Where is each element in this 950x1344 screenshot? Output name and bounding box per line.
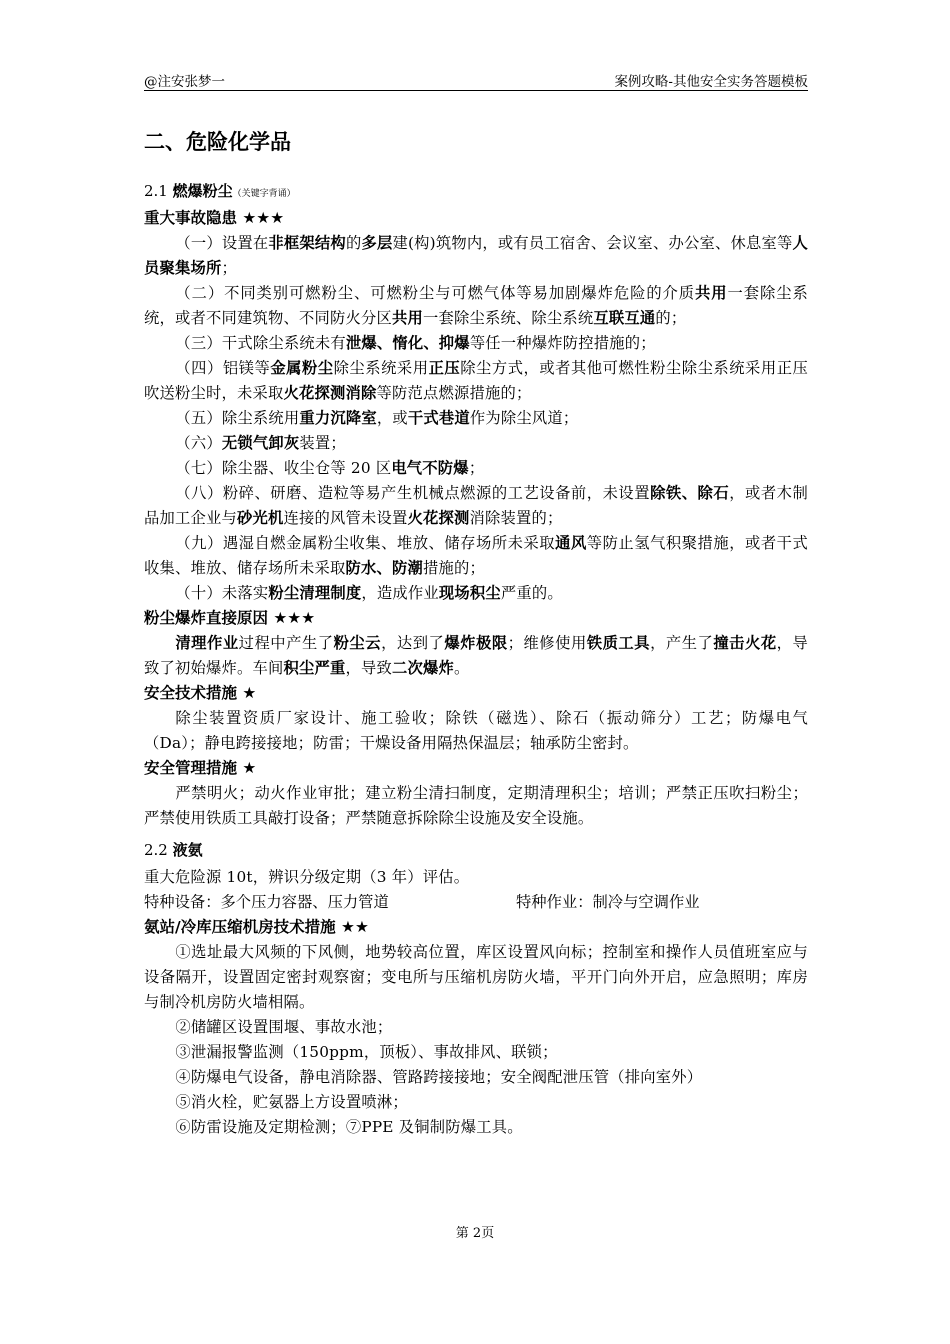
text-segment: （十）未落实	[175, 584, 269, 602]
text-segment: ，造成作业	[361, 584, 439, 602]
keyword-bold: 砂光机	[236, 509, 284, 527]
ammonia-measure: ①选址最大风频的下风侧，地势较高位置，库区设置风向标；控制室和操作人员值班室应与设备隔开，设置固定密封观察窗；变电所与压缩机房防火墙，平开门向外开启，应急照明；库房与制冷机房防火墙相隔。	[144, 943, 808, 1011]
mgmt-measures-heading: 安全管理措施 ★	[144, 759, 257, 777]
keyword-bold: 清理作业	[175, 634, 239, 652]
subsection-number: 2.1	[144, 182, 168, 200]
section-title: 二、危险化学品	[144, 130, 291, 154]
keyword-bold: 二次爆炸	[391, 659, 454, 677]
text-segment: 的；	[655, 309, 687, 327]
major-hazard-list	[144, 231, 808, 606]
subsection-2-1-heading	[144, 176, 808, 206]
ammonia-measure: ③泄漏报警监测（150ppm，顶板）、事故排风、联锁；	[175, 1043, 558, 1061]
text-segment: ，导致	[345, 659, 392, 677]
keyword-bold: 非框架结构	[268, 234, 346, 252]
text-segment: 连接的风管未设置	[283, 509, 408, 527]
keyword-bold: 积尘严重	[283, 659, 346, 677]
keyword-bold: 粉尘云	[333, 634, 382, 652]
keyword-bold: 重力沉降室	[299, 409, 377, 427]
text-segment: （一）设置在	[175, 234, 269, 252]
keyword-bold: 除铁、除石	[650, 484, 730, 502]
text-segment: ；	[468, 459, 485, 477]
hazard-item	[144, 231, 808, 281]
text-segment: 严重的。	[500, 584, 563, 602]
keyword-bold: 共用	[695, 284, 728, 302]
keyword-bold: 多层	[361, 234, 393, 252]
text-segment: 过程中产生了	[238, 634, 334, 652]
page-header	[144, 68, 808, 91]
tech-measures-heading: 安全技术措施 ★	[144, 684, 257, 702]
text-segment: （九）遇湿自燃金属粉尘收集、堆放、储存场所未采取	[175, 534, 556, 552]
text-segment: 装置；	[299, 434, 346, 452]
text-segment: 除尘方式，或者其他可燃性粉尘除尘系统采用正压吹送粉尘时，未采取	[144, 359, 809, 402]
major-hazard-heading: 重大事故隐患 ★★★	[144, 209, 285, 227]
text-segment: 一套除尘系统、除尘系统	[422, 309, 594, 327]
text-segment: 除尘系统采用	[333, 359, 429, 377]
ammonia-measure: ⑥防雷设施及定期检测；⑦PPE 及铜制防爆工具。	[175, 1118, 523, 1136]
text-segment: 建(构)筑物内，或有员工宿舍、会议室、办公室、休息室等	[392, 234, 793, 252]
hazard-item	[144, 331, 808, 356]
page-number: 第 2页	[455, 1226, 495, 1241]
subsection-note: （关键字背诵）	[232, 189, 296, 199]
text-segment: ，或	[376, 409, 408, 427]
mgmt-measures-text: 严禁明火；动火作业审批；建立粉尘清扫制度，定期清理积尘；培训；严禁正压吹扫粉尘；严禁使用铁质工具敲打设备；严禁随意拆除除尘设施及安全设施。	[144, 784, 808, 827]
keyword-bold: 爆炸极限	[444, 634, 508, 652]
text-segment: （七）除尘器、收尘仓等 20 区	[175, 459, 392, 477]
subsection-2-2-heading	[144, 835, 808, 865]
text-segment: （五）除尘系统用	[175, 409, 300, 427]
text-segment: ，达到了	[381, 634, 445, 652]
keyword-bold: 火花探测	[407, 509, 470, 527]
tech-measures-text: 除尘装置资质厂家设计、施工验收；除铁（磁选）、除石（振动筛分）工艺；防爆电气（Da）；静电跨接接地；防雷；干燥设备用隔热保温层；轴承防尘密封。	[144, 709, 808, 752]
hazard-item	[144, 456, 808, 481]
text-segment: 消除装置的；	[469, 509, 563, 527]
keyword-bold: 火花探测消除	[283, 384, 377, 402]
header-doc-title: 案例攻略-其他安全实务答题模板	[614, 74, 808, 90]
hazard-item	[144, 406, 808, 431]
text-segment: ；	[221, 259, 237, 277]
hazard-item	[144, 531, 808, 581]
text-segment: （二）不同类别可燃粉尘、可燃粉尘与可燃气体等易加剧爆炸危险的介质	[175, 284, 696, 302]
text-segment: ，导致了初始爆炸。车间	[144, 634, 808, 677]
keyword-bold: 铁质工具	[586, 634, 651, 652]
text-segment: 措施的；	[422, 559, 485, 577]
keyword-bold: 金属粉尘	[270, 359, 334, 377]
text-segment: 一套除尘系统，或者不同建筑物、不同防火分区	[144, 284, 808, 327]
keyword-bold: 电气不防爆	[391, 459, 469, 477]
text-segment: 等任一种爆炸防控措施的；	[469, 334, 656, 352]
direct-cause-heading: 粉尘爆炸直接原因 ★★★	[144, 609, 316, 627]
keyword-bold: 撞击火花	[713, 634, 777, 652]
hazard-item	[144, 431, 808, 456]
keyword-bold: 无锁气卸灰	[221, 434, 300, 452]
text-segment: ，或者木制品加工企业与	[144, 484, 808, 527]
text-segment: 的	[345, 234, 362, 252]
special-equipment-text: 特种设备：多个压力容器、压力管道	[144, 893, 389, 911]
special-equipment-row	[144, 890, 808, 915]
ammonia-measure: ⑤消火栓，贮氨器上方设置喷淋；	[175, 1093, 408, 1111]
text-segment: ；维修使用	[507, 634, 587, 652]
hazard-item	[144, 481, 808, 531]
page-content	[144, 122, 808, 1140]
text-segment: （四）铝镁等	[175, 359, 271, 377]
major-hazard-source-text: 重大危险源 10t，辨识分级定期（3 年）评估。	[144, 868, 470, 886]
text-segment: ，产生了	[650, 634, 714, 652]
text-segment: （六）	[175, 434, 222, 452]
subsection-number: 2.2	[144, 841, 168, 859]
keyword-bold: 人员聚集场所	[144, 234, 809, 277]
keyword-bold: 共用	[391, 309, 423, 327]
keyword-bold: 防水、防潮	[345, 559, 423, 577]
ammonia-measure: ②储罐区设置围堰、事故水池；	[175, 1018, 393, 1036]
hazard-item	[144, 581, 808, 606]
keyword-bold: 正压	[428, 359, 461, 377]
hazard-item	[144, 281, 808, 331]
keyword-bold: 现场积尘	[438, 584, 501, 602]
keyword-bold: 通风	[555, 534, 587, 552]
text-segment: 作为除尘风道；	[469, 409, 579, 427]
ammonia-measure: ④防爆电气设备，静电消除器、管路跨接接地；安全阀配泄压管（排向室外）	[175, 1068, 703, 1086]
keyword-bold: 粉尘清理制度	[268, 584, 362, 602]
subsection-title: 燃爆粉尘	[172, 182, 233, 200]
text-segment: 等防范点燃源措施的；	[376, 384, 532, 402]
keyword-bold: 泄爆、惰化、抑爆	[345, 334, 470, 352]
subsection-title: 液氨	[172, 841, 203, 859]
special-work-text: 特种作业：制冷与空调作业	[516, 893, 700, 911]
ammonia-station-heading: 氨站/冷库压缩机房技术措施 ★★	[144, 918, 369, 936]
keyword-bold: 互联互通	[593, 309, 656, 327]
text-segment: （三）干式除尘系统未有	[175, 334, 346, 352]
hazard-item	[144, 356, 808, 406]
text-segment: （八）粉碎、研磨、造粒等易产生机械点燃源的工艺设备前，未设置	[175, 484, 651, 502]
text-segment: 。	[453, 659, 470, 677]
header-author: @注安张梦一	[144, 74, 225, 90]
keyword-bold: 干式巷道	[407, 409, 470, 427]
text-segment: 等防止氢气积聚措施，或者干式收集、堆放、储存场所未采取	[144, 534, 808, 577]
direct-cause-text	[144, 631, 808, 681]
